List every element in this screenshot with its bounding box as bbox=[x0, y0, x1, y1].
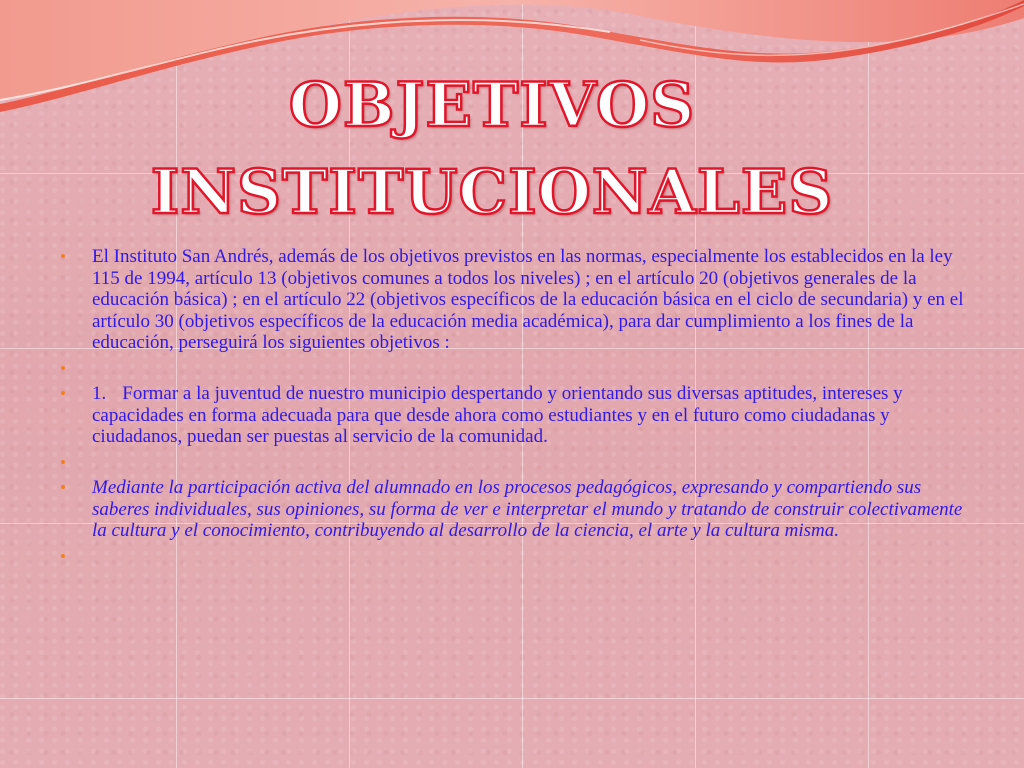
list-item bbox=[60, 477, 972, 542]
list-item-text: El Instituto San Andrés, además de los objetivos previstos en las normas, especialmente los establecidos en la ley 115 de 1994, artículo 13 (objetivos comunes a todos los niveles) ; en el artículo 20 (objetivos generales de la educación básica) ; en el artículo 22 (objetivos específicos de la educación básica en el ciclo de secundaria) y en el artículo 30 (objetivos específicos de la educación media académica), para dar cumplimiento a los fines de la educación, perseguirá los siguientes objetivos : bbox=[92, 246, 964, 353]
bullet-list bbox=[60, 246, 972, 571]
bullet-icon: • bbox=[60, 358, 66, 378]
bullet-icon: • bbox=[60, 478, 66, 497]
bullet-icon: • bbox=[60, 247, 66, 266]
bullet-icon: • bbox=[60, 452, 66, 472]
slide-title bbox=[0, 62, 984, 236]
list-item-number: 1. bbox=[92, 383, 107, 404]
bullet-icon: • bbox=[60, 546, 66, 566]
list-item bbox=[60, 358, 972, 380]
grid-line bbox=[0, 698, 1024, 699]
list-item bbox=[60, 383, 972, 448]
list-item bbox=[60, 452, 972, 474]
bullet-icon: • bbox=[60, 384, 66, 403]
title-line-2: INSTITUCIONALES bbox=[150, 157, 834, 228]
list-item-text: Mediante la participación activa del alumnado en los procesos pedagógicos, expresando y compartiendo sus saberes individuales, sus opiniones, su forma de ver e interpretar el mundo y tratando de construir colectivamente la cultura y el conocimiento, contribuyendo al desarrollo de la ciencia, el arte y la cultura misma. bbox=[92, 477, 963, 541]
list-item-text: Formar a la juventud de nuestro municipio despertando y orientando sus diversas aptitudes, intereses y capacidades en forma adecuada para que desde ahora como estudiantes y en el futuro como ciudadanas y ciudadanos, puedan ser puestas al servicio de la comunidad. bbox=[92, 383, 903, 447]
list-item bbox=[60, 546, 972, 568]
title-line-1: OBJETIVOS bbox=[288, 70, 696, 141]
list-item bbox=[60, 246, 972, 354]
